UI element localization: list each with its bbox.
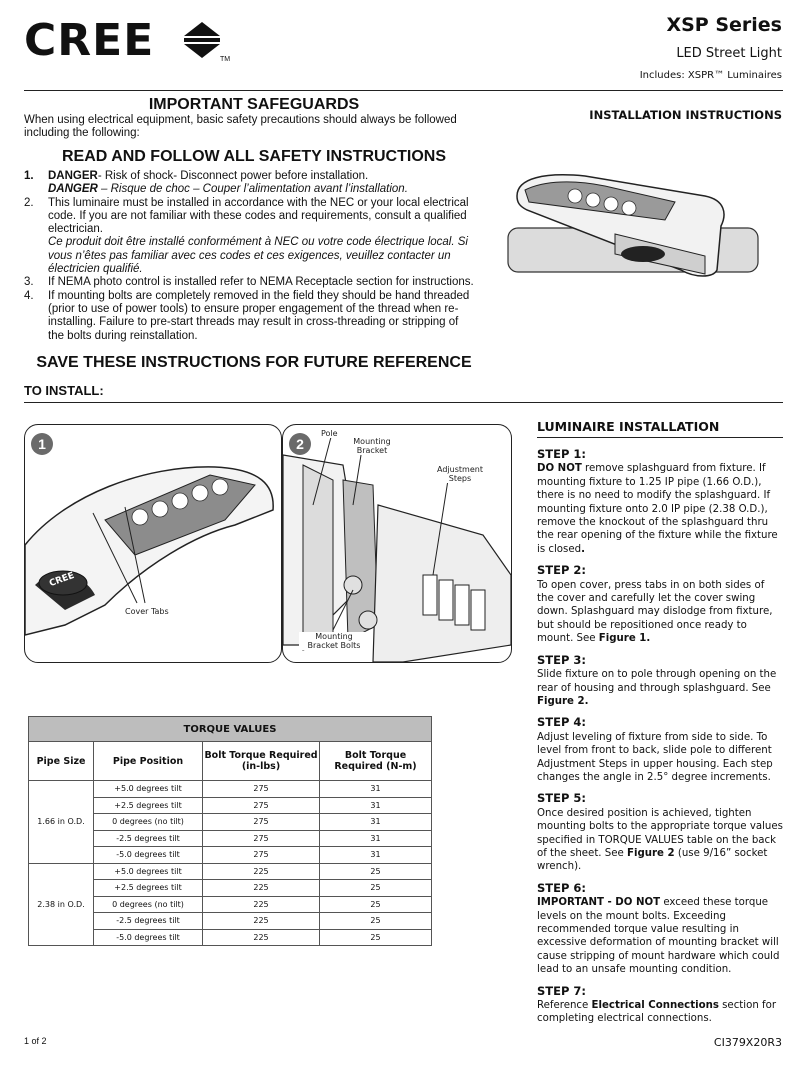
step-1 (537, 448, 783, 556)
position-cell: +2.5 degrees tilt (94, 880, 203, 897)
safety-list (24, 170, 476, 343)
step-4 (537, 716, 783, 784)
figure-number-badge: 1 (31, 433, 53, 455)
step-text: Reference (537, 1000, 592, 1012)
col-pipe-size: Pipe Size (29, 742, 94, 781)
inlbs-cell: 225 (203, 913, 320, 930)
step-title: STEP 7: (537, 983, 587, 998)
pipe-size-cell: 1.66 in O.D. (29, 781, 94, 864)
product-subtitle: LED Street Light (676, 46, 782, 61)
item-text-fr: Ce produit doit être installé conformément à NEC ou votre code électrique local. Si vous n’êtes pas familiar avec ces codes et ces exigences, veuillez contacter un électricien qualifié. (48, 236, 468, 276)
read-follow-heading: READ AND FOLLOW ALL SAFETY INSTRUCTIONS (62, 148, 446, 165)
item-number: 3. (24, 276, 34, 289)
nm-cell: 25 (320, 896, 432, 913)
torque-values-table (28, 716, 432, 946)
installation-instructions-label: INSTALLATION INSTRUCTIONS (589, 108, 782, 122)
cree-chevrons-icon (182, 20, 222, 60)
save-instructions-heading: SAVE THESE INSTRUCTIONS FOR FUTURE REFERENCE (36, 354, 472, 371)
callout-cover-tabs: Cover Tabs (125, 607, 169, 616)
table-row (29, 781, 432, 798)
item-text: This luminaire must be installed in accordance with the NEC or your local electrical code. If you are not familiar with these codes and requirements, consult a qualified electrician. (48, 196, 469, 236)
installation-steps (537, 448, 783, 1034)
inlbs-cell: 275 (203, 847, 320, 864)
nm-cell: 25 (320, 880, 432, 897)
step-text: Adjust leveling of fixture from side to side. To level from front to back, slide pole to different Adjustment Steps in upper housing. Each step changes the angle in 2.5° degree increments. (537, 731, 773, 783)
position-cell: -5.0 degrees tilt (94, 847, 203, 864)
callout-adjustment-steps: Adjustment Steps (433, 465, 487, 483)
step-text: Slide fixture on to pole through opening on the rear of housing and through splashguard. See (537, 669, 777, 694)
to-install-label: TO INSTALL: (24, 383, 104, 398)
step-5 (537, 792, 783, 873)
inlbs-cell: 275 (203, 781, 320, 798)
position-cell: 0 degrees (no tilt) (94, 896, 203, 913)
document-id: CI379X20R3 (713, 1036, 782, 1049)
position-cell: -2.5 degrees tilt (94, 913, 203, 930)
step-title: STEP 3: (537, 652, 587, 667)
inlbs-cell: 275 (203, 830, 320, 847)
figure-2-drawing (283, 425, 511, 662)
position-cell: -5.0 degrees tilt (94, 929, 203, 946)
figure-reference: Figure 1. (598, 633, 651, 645)
callout-mounting-bracket: Mounting Bracket (349, 437, 395, 455)
step-emphasis: DO NOT (537, 463, 582, 475)
safeguards-intro: When using electrical equipment, basic safety precautions should always be followed including the following: (24, 114, 457, 139)
step-title: STEP 4: (537, 715, 587, 730)
col-torque-inlbs: Bolt Torque Required (in-lbs) (203, 742, 320, 781)
step-2 (537, 564, 783, 645)
step-text-tail: (use 9/16” socket wrench). (537, 847, 768, 873)
inlbs-cell: 275 (203, 797, 320, 814)
section-reference: Electrical Connections (591, 1000, 719, 1012)
step-text: Once desired position is achieved, tighten mounting bolts to the appropriate torque values specified in TORQUE VALUES table on the back of the sheet. See (537, 807, 783, 859)
figure-number-badge: 2 (289, 433, 311, 455)
safety-item-2 (24, 197, 476, 277)
safety-item-1 (24, 170, 476, 197)
item-number: 4. (24, 289, 34, 302)
step-7 (537, 985, 783, 1026)
step-title: STEP 6: (537, 880, 587, 895)
step-text: To open cover, press tabs in on both sides of the cover and carefully let the cover swing down. Splashguard may dislodge from fixture, but should be repositioned once ready to mount. See (537, 579, 773, 645)
nm-cell: 31 (320, 847, 432, 864)
danger-text-fr: – Risque de choc – Couper l’alimentation avant l’installation. (97, 183, 408, 196)
table-row (29, 863, 432, 880)
nm-cell: 31 (320, 797, 432, 814)
inlbs-cell: 225 (203, 863, 320, 880)
callout-mounting-bracket-bolts: Mounting Bracket Bolts (299, 632, 369, 650)
position-cell: -2.5 degrees tilt (94, 830, 203, 847)
danger-label: DANGER (48, 170, 98, 182)
danger-text: - Risk of shock- Disconnect power before installation. (97, 170, 369, 182)
figure-2 (282, 424, 512, 663)
nm-cell: 31 (320, 814, 432, 831)
inlbs-cell: 225 (203, 896, 320, 913)
product-series: XSP Series (666, 14, 782, 36)
luminaire-installation-title: LUMINAIRE INSTALLATION (537, 419, 720, 434)
step-text: exceed these torque levels on the mount bolts. Exceeding recommended torque value resulting in excessive deformation of mounting bracket will cause stripping of mount hardware which could lead to an unsafe mounting condition. (537, 897, 780, 976)
item-number: 2. (24, 196, 34, 209)
figure-1-drawing (25, 425, 281, 662)
fixture-brand-badge: CREE (48, 570, 76, 590)
col-pipe-position: Pipe Position (94, 742, 203, 781)
nm-cell: 25 (320, 929, 432, 946)
product-includes: Includes: XSPR™ Luminaires (639, 70, 782, 81)
step-title: STEP 1: (537, 447, 587, 461)
step-emphasis: IMPORTANT - DO NOT (537, 897, 661, 909)
nm-cell: 25 (320, 863, 432, 880)
luminaire-title-rule (537, 437, 783, 438)
inlbs-cell: 225 (203, 929, 320, 946)
item-text: If NEMA photo control is installed refer to NEMA Receptacle section for instructions. (48, 276, 474, 289)
nm-cell: 31 (320, 781, 432, 798)
safety-item-4 (24, 290, 476, 343)
step-3 (537, 654, 783, 709)
inlbs-cell: 225 (203, 880, 320, 897)
header-rule (24, 90, 783, 91)
col-torque-nm: Bolt Torque Required (N-m) (320, 742, 432, 781)
position-cell: +5.0 degrees tilt (94, 781, 203, 798)
logo-text: CREE (24, 15, 155, 66)
page-number: 1 of 2 (24, 1036, 47, 1046)
step-text-end: . (581, 543, 585, 555)
step-6 (537, 882, 783, 977)
step-text: remove splashguard from fixture. If mounting fixture to 1.25 IP pipe (1.66 O.D.), there is no need to modify the splashguard. If mounting fixture onto 2.0 IP pipe (2.38 O.D.), remove the knockout of the splashguard thru the rear opening of the fixture while the fixture is closed (537, 463, 778, 555)
figure-reference: Figure 2 (627, 847, 675, 859)
callout-pole: Pole (321, 429, 338, 438)
logo-trademark: TM (220, 56, 231, 63)
torque-table-title: TORQUE VALUES (29, 717, 432, 742)
safety-item-3 (24, 276, 476, 289)
position-cell: +5.0 degrees tilt (94, 863, 203, 880)
luminaire-illustration (505, 162, 785, 282)
nm-cell: 25 (320, 913, 432, 930)
step-text-tail: section for completing electrical connections. (537, 1000, 777, 1025)
danger-label-fr: DANGER (48, 183, 98, 196)
cree-logo (24, 16, 234, 66)
item-number: 1. (24, 170, 34, 182)
position-cell: 0 degrees (no tilt) (94, 814, 203, 831)
item-text: If mounting bolts are completely removed in the field they should be hand threaded (prior to use of power tools) to ensure proper engagement of the thread when re-installing. Failure to pre-start threads may result in cross-threading or stripping of the bolts during reinstallation. (48, 289, 470, 342)
figure-1 (24, 424, 282, 663)
inlbs-cell: 275 (203, 814, 320, 831)
nm-cell: 31 (320, 830, 432, 847)
pipe-size-cell: 2.38 in O.D. (29, 863, 94, 946)
safeguards-heading: IMPORTANT SAFEGUARDS (148, 96, 360, 113)
position-cell: +2.5 degrees tilt (94, 797, 203, 814)
step-title: STEP 5: (537, 791, 587, 806)
section-rule (24, 402, 783, 403)
step-title: STEP 2: (537, 563, 587, 578)
figure-reference: Figure 2. (537, 695, 589, 707)
